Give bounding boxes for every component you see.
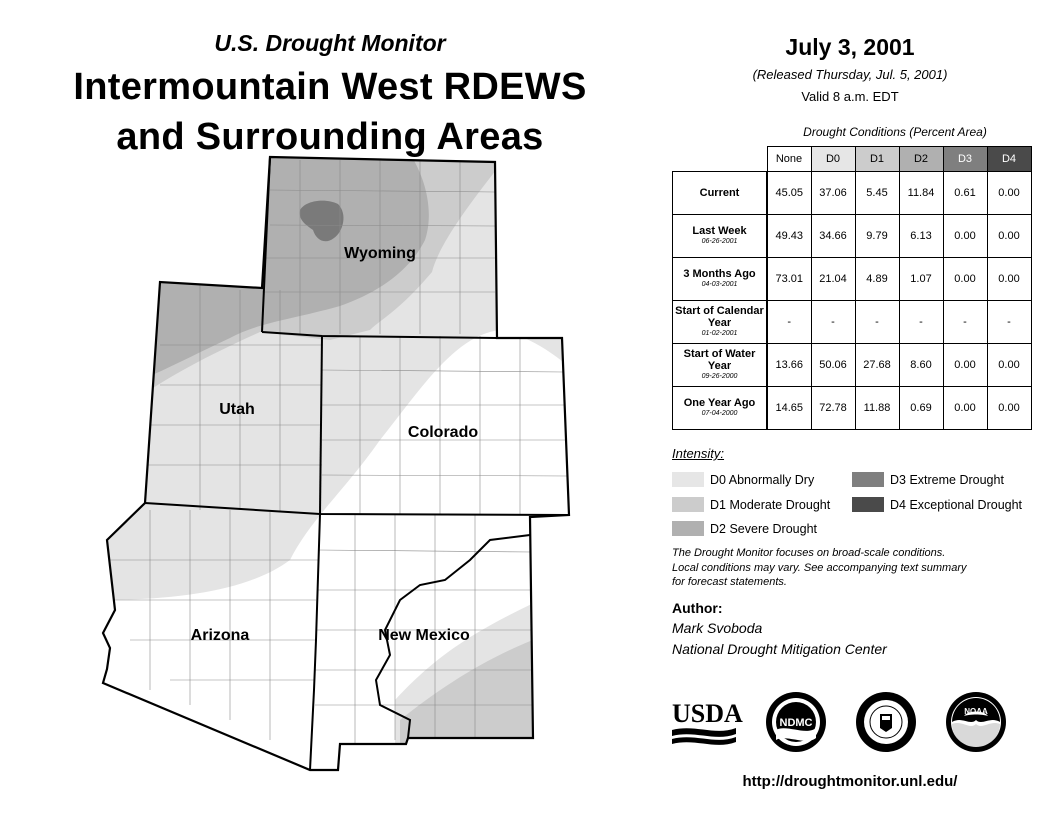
row-date: 09-26-2000 <box>701 373 738 380</box>
state-label-arizona: Arizona <box>190 627 250 644</box>
col-header-d3: D3 <box>943 147 987 172</box>
table-row <box>673 215 1032 258</box>
noaa-logo-text: NOAA <box>964 707 988 716</box>
table-cell: 72.78 <box>811 387 855 430</box>
disclaimer-note <box>672 546 1032 590</box>
col-header-d2: D2 <box>899 147 943 172</box>
table-cell: 45.05 <box>767 172 811 215</box>
row-label <box>673 215 768 258</box>
row-label <box>673 387 768 430</box>
row-label <box>673 344 768 387</box>
table-cell: - <box>987 301 1031 344</box>
table-cell: 0.00 <box>943 258 987 301</box>
table-cell: - <box>899 301 943 344</box>
ndmc-logo <box>766 692 826 752</box>
legend-swatch <box>672 521 704 536</box>
row-label <box>673 258 768 301</box>
state-label-wyoming: Wyoming <box>344 245 416 262</box>
usda-logo <box>672 699 743 745</box>
table-cell: - <box>855 301 899 344</box>
table-cell: 0.00 <box>943 387 987 430</box>
col-header-none: None <box>767 147 811 172</box>
table-cell: 8.60 <box>899 344 943 387</box>
drought-conditions-table <box>672 146 1032 430</box>
table-cell: 0.69 <box>899 387 943 430</box>
legend-swatch <box>852 472 884 487</box>
state-label-new-mexico: New Mexico <box>378 627 470 644</box>
table-cell: 1.07 <box>899 258 943 301</box>
table-cell: 13.66 <box>767 344 811 387</box>
col-header-d4: D4 <box>987 147 1031 172</box>
table-cell: 5.45 <box>855 172 899 215</box>
table-cell: - <box>943 301 987 344</box>
note-line: The Drought Monitor focuses on broad-scale conditions. <box>672 547 946 559</box>
legend-item-d3 <box>852 472 1004 487</box>
table-cell: 0.00 <box>987 215 1031 258</box>
table-cell: 0.61 <box>943 172 987 215</box>
legend-swatch <box>852 497 884 512</box>
usda-logo-text: USDA <box>672 699 743 728</box>
table-cell: 0.00 <box>943 215 987 258</box>
agency-logos <box>670 690 1030 760</box>
state-label-utah: Utah <box>219 401 255 418</box>
table-row <box>673 172 1032 215</box>
legend-item-d1 <box>672 497 830 512</box>
table-cell: 21.04 <box>811 258 855 301</box>
row-date: 04-03-2001 <box>701 281 738 288</box>
row-label-text: Start of Calendar Year <box>675 305 764 329</box>
table-cell: 0.00 <box>987 344 1031 387</box>
legend-label: D2 Severe Drought <box>710 521 818 536</box>
ndmc-logo-text: NDMC <box>779 717 813 729</box>
row-label-text: Current <box>699 187 740 199</box>
legend-label: D3 Extreme Drought <box>890 472 1004 487</box>
table-cell: 0.00 <box>987 172 1031 215</box>
map-subtitle: U.S. Drought Monitor <box>214 30 446 56</box>
row-label-text: One Year Ago <box>683 397 756 409</box>
table-cell: 73.01 <box>767 258 811 301</box>
map-title-line2: and Surrounding Areas <box>116 116 544 158</box>
row-date: 07-04-2000 <box>701 410 738 417</box>
table-cell: 11.84 <box>899 172 943 215</box>
legend-title: Intensity: <box>672 446 725 461</box>
commerce-seal <box>856 692 916 752</box>
row-label-text: Start of Water Year <box>683 348 756 372</box>
table-cell: 50.06 <box>811 344 855 387</box>
legend-label: D4 Exceptional Drought <box>890 497 1023 512</box>
table-cell: - <box>767 301 811 344</box>
valid-date: July 3, 2001 <box>785 34 915 60</box>
legend-label: D1 Moderate Drought <box>710 497 831 512</box>
table-cell: 0.00 <box>987 387 1031 430</box>
table-cell: 0.00 <box>987 258 1031 301</box>
legend-swatch <box>672 472 704 487</box>
author-name: Mark Svoboda <box>672 620 763 636</box>
table-cell: 14.65 <box>767 387 811 430</box>
table-header-row <box>673 147 1032 172</box>
table-corner <box>673 147 768 172</box>
table-cell: 0.00 <box>943 344 987 387</box>
row-label <box>673 301 768 344</box>
row-label-text: 3 Months Ago <box>683 268 756 280</box>
row-label-text: Last Week <box>692 225 747 237</box>
release-date: (Released Thursday, Jul. 5, 2001) <box>752 67 948 82</box>
legend-label: D0 Abnormally Dry <box>710 472 815 487</box>
table-cell: 49.43 <box>767 215 811 258</box>
table-row <box>673 387 1032 430</box>
table-cell: 9.79 <box>855 215 899 258</box>
map-title-line1: Intermountain West RDEWS <box>73 66 587 108</box>
table-cell: 27.68 <box>855 344 899 387</box>
author-org: National Drought Mitigation Center <box>672 641 887 657</box>
legend-swatch <box>672 497 704 512</box>
col-header-d0: D0 <box>811 147 855 172</box>
legend-item-d0 <box>672 472 814 487</box>
state-label-colorado: Colorado <box>407 424 479 441</box>
note-line: Local conditions may vary. See accompanying text summary <box>672 561 967 574</box>
col-header-d1: D1 <box>855 147 899 172</box>
row-label <box>673 172 768 215</box>
table-cell: 4.89 <box>855 258 899 301</box>
row-date: 06-26-2001 <box>701 238 738 245</box>
table-caption: Drought Conditions (Percent Area) <box>803 125 987 139</box>
legend-item-d4 <box>852 497 1022 512</box>
monitor-url-link[interactable]: http://droughtmonitor.unl.edu/ <box>742 773 958 790</box>
valid-time: Valid 8 a.m. EDT <box>801 89 899 104</box>
table-cell: 6.13 <box>899 215 943 258</box>
table-cell: 11.88 <box>855 387 899 430</box>
legend-item-d2 <box>672 521 817 536</box>
table-cell: - <box>811 301 855 344</box>
table-cell: 34.66 <box>811 215 855 258</box>
note-line: for forecast statements. <box>672 576 787 588</box>
author-heading: Author: <box>672 600 723 616</box>
row-date: 01-02-2001 <box>701 330 738 337</box>
table-cell: 37.06 <box>811 172 855 215</box>
table-row <box>673 301 1032 344</box>
noaa-logo <box>946 692 1006 752</box>
table-row <box>673 258 1032 301</box>
table-row <box>673 344 1032 387</box>
